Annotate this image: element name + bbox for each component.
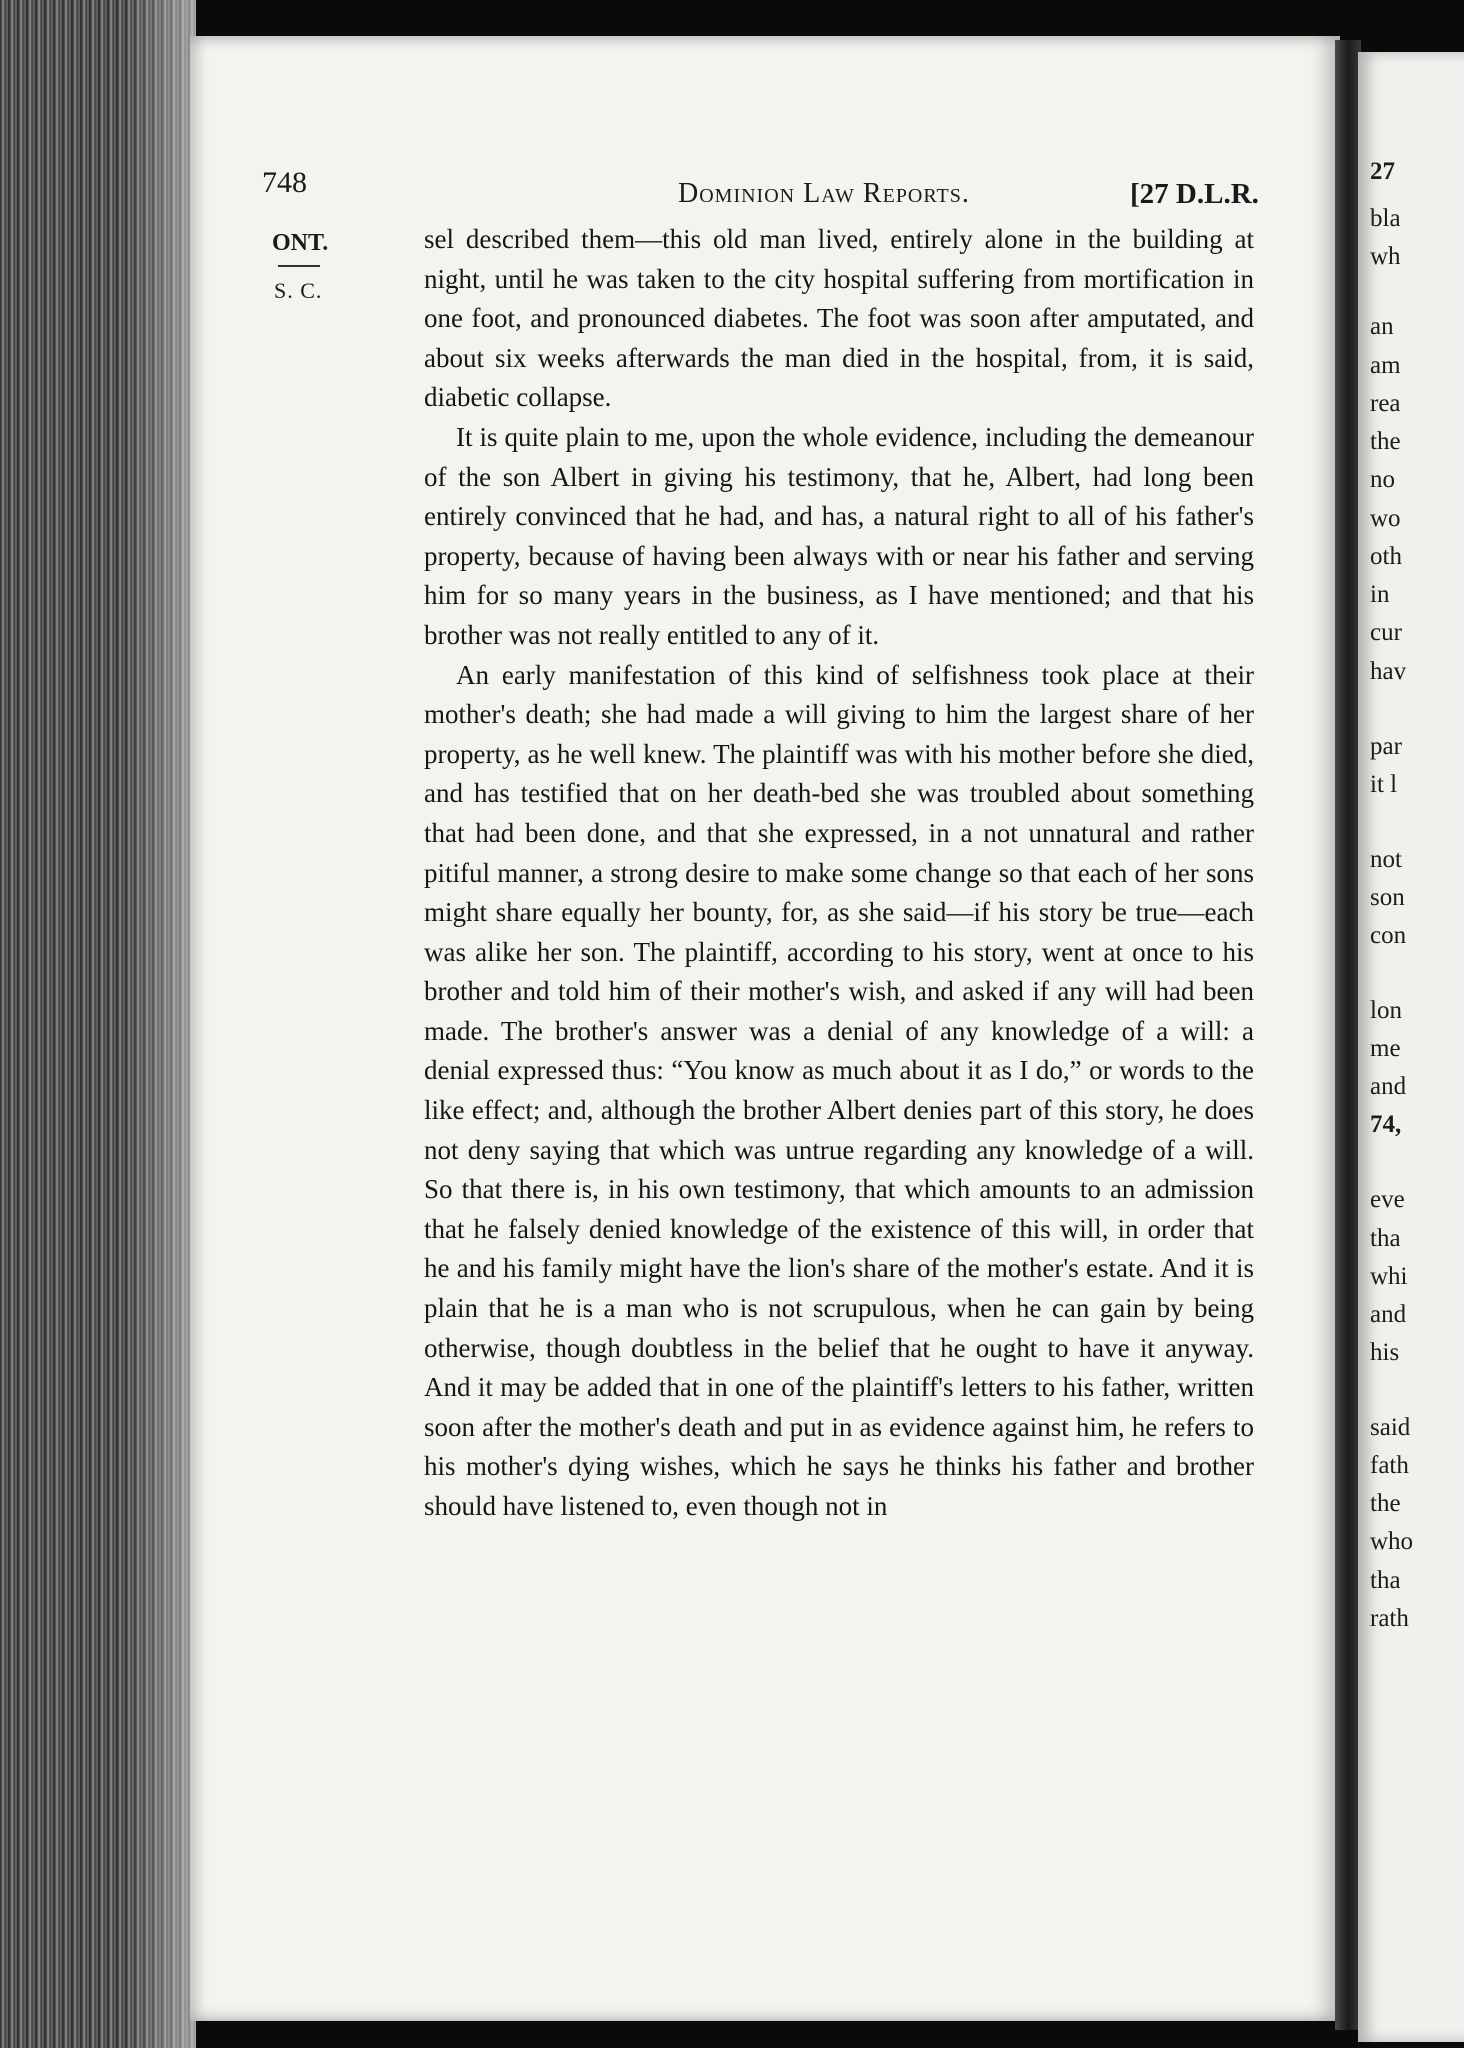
adjacent-page-fragment: the	[1370, 428, 1401, 455]
adjacent-page-fragment: wo	[1370, 505, 1401, 532]
adjacent-page-fragment: lon	[1370, 997, 1402, 1024]
adjacent-page-fragment: tha	[1370, 1567, 1401, 1594]
book-page	[190, 36, 1340, 2021]
adjacent-page-fragment: not	[1370, 846, 1402, 873]
adjacent-page-fragment: his	[1370, 1339, 1400, 1366]
margin-court: S. C.	[274, 278, 323, 303]
paragraph: An early manifestation of this kind of selfishness took place at their mother's death; she had made a will giving to him the largest share of her property, as he well knew. The plaintiff was with his mother before she died, and has testified that on her death-bed she was troubled about something that had been done, and that she expressed, in a not unnatural and rather pitiful manner, a strong desire to make some change so that each of her sons might share equally her bounty, for, as she said—if his story be true—each was alike her son. The plaintiff, according to his story, went at once to his brother and told him of their mother's wish, and asked if any will had been made. The brother's answer was a denial of any knowledge of a will: a denial expressed thus: “You know as much about it as I do,” or words to the like effect; and, although the brother Albert denies part of this story, he does not deny saying that which was untrue regarding any knowledge of a will. So that there is, in his own testimony, that which amounts to an admission that he falsely denied knowledge of the existence of this will, in order that he and his family might have the lion's share of the mother's estate. And it is plain that he is a man who is not scrupulous, when he can gain by being otherwise, though doubtless in the belief that he ought to have it anyway. And it may be added that in one of the plaintiff's letters to his father, written soon after the mother's death and put in as evidence against him, he refers to his mother's dying wishes, which he says he thinks his father and brother should have listened to, even though not in	[424, 659, 1254, 1521]
adjacent-page-fragment: oth	[1370, 543, 1402, 570]
adjacent-page-fragment: hav	[1370, 658, 1407, 685]
adjacent-page-fragment: wh	[1370, 243, 1401, 270]
adjacent-page-fragment: son	[1370, 884, 1405, 911]
adjacent-page-fragment: no	[1370, 466, 1395, 493]
margin-jurisdiction: ONT.	[272, 230, 329, 256]
adjacent-page-fragment: am	[1370, 352, 1401, 379]
adjacent-page-fragment: and	[1370, 1301, 1407, 1328]
page-edges	[0, 0, 196, 2048]
adjacent-page-fragment: 74,	[1370, 1111, 1402, 1138]
adjacent-page-fragment: who	[1370, 1528, 1414, 1555]
adjacent-page-fragment: bla	[1370, 205, 1401, 232]
adjacent-page-fragment: cur	[1370, 619, 1402, 646]
running-head: Dominion Law Reports.	[678, 178, 970, 209]
adjacent-page-fragment: in	[1370, 581, 1390, 608]
adjacent-page-fragment: tha	[1370, 1225, 1401, 1252]
body-text	[424, 220, 1254, 1527]
adjacent-page-fragment: whi	[1370, 1263, 1408, 1290]
adjacent-page-fragment: the	[1370, 1490, 1401, 1517]
adjacent-page-fragment: an	[1370, 313, 1394, 340]
adjacent-page-fragment: it l	[1370, 771, 1398, 798]
adjacent-page-fragment: me	[1370, 1035, 1401, 1062]
adjacent-page-fragment: rea	[1370, 390, 1401, 417]
margin-rule	[278, 265, 320, 267]
adjacent-page-fragment: par	[1370, 733, 1402, 760]
adjacent-page-fragment: 27	[1370, 158, 1395, 185]
adjacent-page-fragment: eve	[1370, 1186, 1405, 1213]
paragraph: sel described them—this old man lived, entirely alone in the building at night, until he was taken to the city hospital suffering from mortification in one foot, and pronounced diabetes. The foot was soon after amputated, and about six weeks afterwards the man died in the hospital, from, it is said, diabetic collapse.	[424, 224, 1254, 413]
volume-citation: [27 D.L.R.	[1130, 178, 1259, 210]
adjacent-page-fragment: said	[1370, 1414, 1411, 1441]
adjacent-page-fragment: rath	[1370, 1605, 1409, 1632]
paragraph: It is quite plain to me, upon the whole evidence, including the demeanour of the son Albert in giving his testimony, that he, Albert, had long been entirely convinced that he had, and has, a natural right to all of his father's property, because of having been always with or near his father and serving him for so many years in the business, as I have mentioned; and that his brother was not really entitled to any of it.	[424, 421, 1254, 650]
adjacent-page-fragment: and	[1370, 1073, 1407, 1100]
adjacent-page-fragment: con	[1370, 922, 1407, 949]
page-number: 748	[262, 166, 307, 199]
adjacent-page	[1358, 52, 1464, 2042]
adjacent-page-fragment: fath	[1370, 1452, 1409, 1479]
